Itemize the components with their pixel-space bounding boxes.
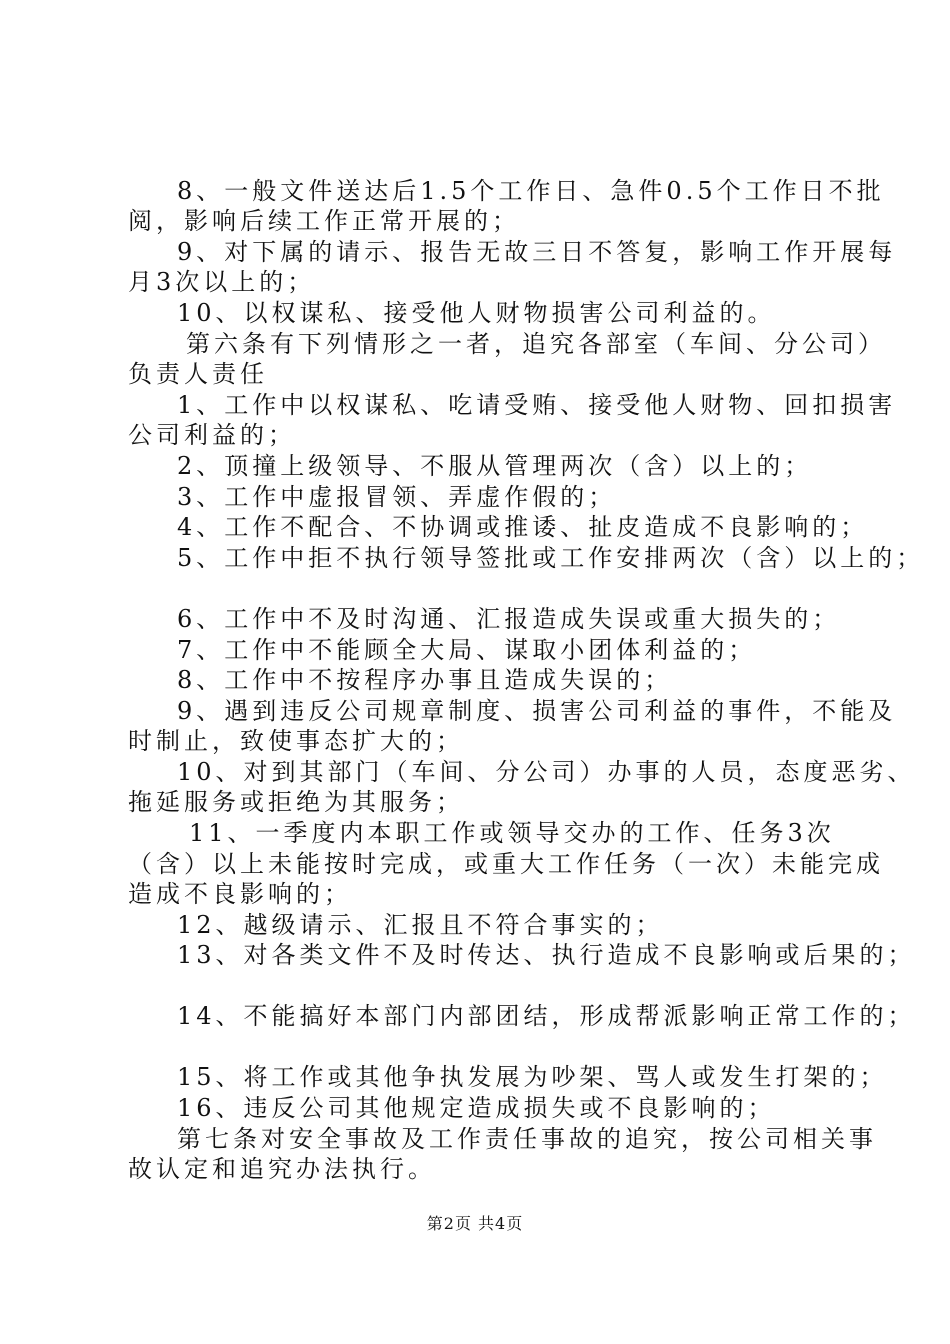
text-line: 11、一季度内本职工作或领导交办的工作、任务3次 [189, 819, 835, 847]
text-line: 4、工作不配合、不协调或推诿、扯皮造成不良影响的； [177, 513, 869, 541]
text-line: 7、工作中不能顾全大局、谋取小团体利益的； [177, 636, 757, 664]
text-line: 公司利益的； [128, 421, 296, 449]
text-line: 第六条有下列情形之一者，追究各部室（车间、分公司） [186, 330, 886, 358]
text-line: 8、工作中不按程序办事且造成失误的； [177, 666, 673, 694]
text-line: 9、对下属的请示、报告无故三日不答复，影响工作开展每 [177, 238, 897, 266]
text-line: （含）以上未能按时完成，或重大工作任务（一次）未能完成 [128, 850, 884, 878]
text-line: 14、不能搞好本部门内部团结，形成帮派影响正常工作的； [177, 1002, 916, 1030]
text-line: 造成不良影响的； [128, 880, 352, 908]
text-line: 8、一般文件送达后1.5个工作日、急件0.5个工作日不批 [177, 177, 885, 205]
text-line: 10、以权谋私、接受他人财物损害公司利益的。 [177, 299, 776, 327]
text-line: 10、对到其部门（车间、分公司）办事的人员，态度恶劣、 [177, 758, 916, 786]
text-line: 拖延服务或拒绝为其服务； [128, 788, 464, 816]
text-line: 故认定和追究办法执行。 [128, 1155, 436, 1183]
text-line: 1、工作中以权谋私、吃请受贿、接受他人财物、回扣损害 [177, 391, 897, 419]
text-line: 15、将工作或其他争执发展为吵架、骂人或发生打架的； [177, 1063, 888, 1091]
page-footer: 第2页 共4页 [426, 1214, 524, 1233]
text-line: 12、越级请示、汇报且不符合事实的； [177, 911, 664, 939]
text-line: 阅，影响后续工作正常开展的； [128, 207, 520, 235]
text-line: 6、工作中不及时沟通、汇报造成失误或重大损失的； [177, 605, 841, 633]
text-line: 负责人责任 [128, 360, 268, 388]
text-line: 9、遇到违反公司规章制度、损害公司利益的事件，不能及 [177, 697, 897, 725]
text-line: 时制止，致使事态扩大的； [128, 727, 464, 755]
text-line: 5、工作中拒不执行领导签批或工作安排两次（含）以上的； [177, 544, 925, 572]
text-line: 月3次以上的； [128, 268, 316, 296]
text-line: 13、对各类文件不及时传达、执行造成不良影响或后果的； [177, 941, 916, 969]
text-line: 2、顶撞上级领导、不服从管理两次（含）以上的； [177, 452, 813, 480]
text-line: 16、违反公司其他规定造成损失或不良影响的； [177, 1094, 776, 1122]
text-line: 3、工作中虚报冒领、弄虚作假的； [177, 483, 617, 511]
text-line: 第七条对安全事故及工作责任事故的追究，按公司相关事 [177, 1125, 877, 1153]
